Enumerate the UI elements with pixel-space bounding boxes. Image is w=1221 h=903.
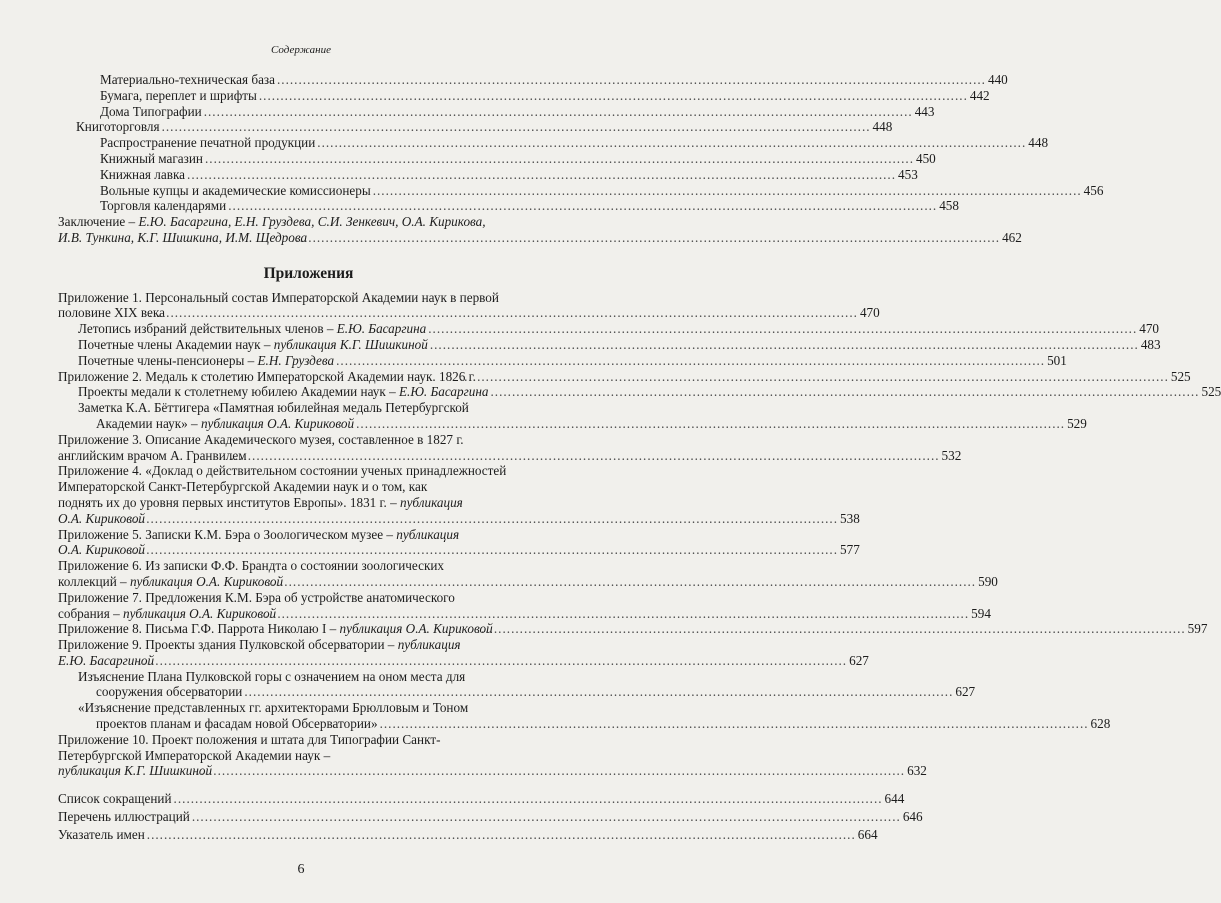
entry-page: 644	[884, 791, 905, 807]
entry-page: 453	[898, 166, 918, 182]
leader-dots	[228, 198, 937, 214]
toc-entry-conclusion	[58, 214, 1022, 246]
entry-title: Приложение 9. Проекты здания Пулковской обсерватории –	[58, 637, 398, 653]
toc-entry	[58, 72, 1008, 88]
entry-title: Приложение 3. Описание Академического музея, составленное в 1827 г.	[58, 431, 464, 447]
conclusion-authors: Е.Ю. Басаргина, Е.Н. Груздева, С.И. Зенкевич, О.А. Кирикова,	[138, 214, 486, 230]
entry-author: Е.Н. Груздева	[257, 352, 335, 368]
entry-title: Бумага, переплет и шрифты	[100, 87, 257, 103]
entry-title: Дома Типографии	[100, 103, 202, 119]
toc-subentry	[58, 400, 1087, 432]
leader-dots	[430, 337, 1139, 353]
toc-entry-appendix-2	[58, 368, 1191, 385]
entry-title: Перечень иллюстраций	[58, 809, 190, 825]
leader-dots	[278, 606, 969, 622]
entry-title: Приложение 10. Проект положения и штата для Типографии Санкт-	[58, 731, 441, 747]
entry-title: Книготорговля	[76, 119, 160, 135]
entry-page: 627	[849, 652, 869, 668]
entry-author: публикация К.Г. Шишкиной	[273, 336, 428, 352]
leader-dots	[147, 827, 856, 843]
entry-page: 443	[914, 103, 935, 119]
toc-entry	[58, 150, 936, 167]
entry-page: 538	[840, 510, 860, 526]
toc-entry	[58, 182, 1104, 199]
leader-dots	[174, 791, 883, 807]
toc-entry-appendix-5	[58, 526, 860, 559]
toc-entry-appendix-7	[58, 589, 991, 622]
leader-dots	[259, 88, 968, 104]
entry-page: 597	[1187, 621, 1208, 637]
entry-title: Почетные члены Академии наук –	[78, 336, 274, 352]
toc-entry	[58, 166, 918, 183]
entry-page: 440	[987, 72, 1008, 87]
leader-dots	[147, 511, 838, 527]
leader-dots	[478, 369, 1169, 385]
entry-title-cont: Академии наук» –	[96, 415, 201, 431]
entry-page: 646	[902, 809, 923, 825]
entry-title: Список сокращений	[58, 791, 172, 807]
entry-author: публикация	[399, 494, 463, 510]
entry-author: публикация	[396, 526, 460, 542]
entry-title: Указатель имен	[58, 826, 145, 842]
toc-subentry	[58, 352, 1067, 369]
entry-page: 532	[941, 447, 962, 463]
entry-page: 577	[840, 542, 860, 558]
page-number: 6	[297, 862, 305, 877]
toc-entry-appendix-9	[58, 637, 869, 669]
entry-page: 470	[859, 305, 880, 321]
leader-dots	[147, 542, 838, 558]
section-title-appendices: Приложения	[263, 264, 354, 282]
leader-dots	[490, 384, 1199, 400]
conclusion-authors-cont: И.В. Тункина, К.Г. Шишкина, И.М. Щедрова	[58, 229, 308, 245]
entry-page: 470	[1139, 321, 1160, 337]
entry-author: публикация О.А. Кириковой	[200, 415, 355, 431]
running-header: Содержание	[270, 44, 331, 56]
toc-entry-appendix-10	[58, 731, 927, 779]
table-of-contents	[58, 72, 1221, 843]
entry-title: Приложение 7. Предложения К.М. Бэра об устройстве анатомического	[58, 589, 455, 605]
leader-dots	[373, 183, 1082, 199]
leader-dots	[162, 119, 871, 135]
leader-dots	[495, 621, 1186, 637]
entry-title: Заметка К.А. Бёттигера «Памятная юбилейная медаль Петербургской	[78, 400, 469, 416]
toc-entry	[58, 198, 959, 214]
toc-subentry	[58, 700, 1111, 732]
entry-title: Летопись избраний действительных членов –	[78, 321, 337, 337]
entry-page: 450	[915, 150, 936, 166]
leader-dots	[309, 230, 1000, 246]
conclusion-label: Заключение –	[58, 214, 139, 230]
leader-dots	[317, 135, 1026, 151]
entry-page: 442	[969, 87, 990, 103]
toc-subentry	[58, 336, 1161, 353]
leader-dots	[204, 104, 913, 120]
toc-entry-appendix-4	[58, 463, 860, 526]
leader-dots	[167, 305, 858, 321]
entry-title: Почетные члены-пенсионеры –	[78, 352, 258, 368]
toc-entry	[58, 809, 923, 825]
entry-page: 448	[872, 119, 893, 135]
toc-subentry	[58, 384, 1221, 400]
entry-title: Приложение 4. «Доклад о действительном состоянии ученых принадлежностей	[58, 463, 507, 479]
entry-page: 529	[1067, 415, 1087, 431]
toc-entry-appendix-3	[58, 431, 962, 464]
entry-title: Приложение 2. Медаль к столетию Императорской Академии наук. 1826 г.	[58, 368, 476, 384]
toc-entry	[58, 87, 990, 104]
toc-entry	[58, 826, 878, 843]
entry-page: 628	[1090, 716, 1111, 732]
entry-title: Приложение 8. Письма Г.Ф. Паррота Николаю I –	[58, 621, 340, 637]
entry-page: 501	[1047, 352, 1067, 368]
toc-subentry	[58, 321, 1160, 337]
entry-title: Материально-техническая база	[100, 72, 275, 87]
entry-page: 462	[1002, 229, 1022, 245]
toc-subentry	[58, 668, 976, 701]
leader-dots	[285, 574, 976, 590]
entry-title-cont: сооружения обсерватории	[96, 684, 243, 700]
toc-entry	[58, 135, 1049, 151]
entry-title: Книжный магазин	[100, 150, 203, 166]
leader-dots	[192, 809, 901, 825]
entry-title-cont: английским врачом А. Гранвилем	[58, 447, 247, 463]
entry-author: Е.Ю. Басаргина	[398, 384, 489, 400]
entry-page: 456	[1083, 182, 1104, 198]
entry-title-cont: проектов планам и фасадам новой Обсерватории»	[96, 716, 378, 732]
entry-title-cont: Петербургской Императорской Академии наук –	[58, 747, 331, 763]
leader-dots	[244, 684, 953, 700]
entry-author: публикация О.А. Кириковой	[339, 621, 493, 637]
toc-entry	[58, 791, 905, 807]
entry-page: 590	[978, 573, 998, 589]
entry-title: Приложение 6. Из записки Ф.Ф. Брандта о состоянии зоологических	[58, 558, 444, 574]
entry-title: Проекты медали к столетнему юбилею Академии наук –	[78, 384, 399, 400]
leader-dots	[214, 763, 905, 779]
entry-title: Торговля календарями	[100, 198, 227, 214]
leader-dots	[356, 416, 1065, 432]
entry-title: Вольные купцы и академические комиссионеры	[100, 182, 371, 198]
entry-title-cont: собрания –	[58, 605, 123, 621]
entry-title: Приложение 5. Записки К.М. Бэра о Зоологическом музее –	[58, 526, 397, 542]
toc-entry-appendix-1	[58, 289, 880, 322]
entry-author: публикация	[397, 637, 461, 653]
entry-author: публикация К.Г. Шишкиной	[58, 763, 213, 779]
toc-entry-appendix-8	[58, 621, 1208, 637]
leader-dots	[249, 448, 940, 464]
toc-entry	[58, 119, 893, 135]
entry-title-cont: поднять их до уровня первых институтов Европы». 1831 г. –	[58, 494, 400, 510]
entry-page: 525	[1170, 368, 1191, 384]
entry-page: 458	[939, 198, 959, 214]
entry-page: 664	[857, 826, 878, 842]
entry-title: Распространение печатной продукции	[100, 135, 316, 151]
entry-page: 627	[955, 684, 976, 700]
entry-page: 594	[971, 605, 991, 621]
leader-dots	[428, 321, 1137, 337]
entry-title: «Изъяснение представленных гг. архитекторами Брюлловым и Тоном	[78, 700, 469, 716]
entry-page: 448	[1028, 135, 1049, 151]
leader-dots	[205, 151, 914, 167]
leader-dots	[277, 72, 986, 88]
leader-dots	[187, 167, 896, 183]
entry-title: Изъяснение Плана Пулковской горы с означением на оном места для	[78, 668, 466, 684]
leader-dots	[380, 716, 1089, 732]
entry-title-cont: коллекций –	[58, 573, 130, 589]
toc-entry	[58, 103, 935, 120]
leader-dots	[156, 653, 847, 669]
entry-title: Приложение 1. Персональный состав Императорской Академии наук в первой	[58, 289, 499, 305]
entry-author: Е.Ю. Басаргиной	[58, 652, 155, 668]
entry-title-cont: Императорской Санкт-Петербургской Академии наук и о том, как	[58, 479, 428, 495]
leader-dots	[336, 353, 1045, 369]
entry-author: Е.Ю. Басаргина	[336, 321, 427, 337]
entry-page: 525	[1201, 384, 1221, 400]
entry-author: О.А. Кириковой	[58, 510, 146, 526]
entry-author: О.А. Кириковой	[58, 542, 146, 558]
entry-page: 483	[1140, 336, 1161, 352]
entry-title-cont: половине XIX века	[58, 305, 165, 321]
entry-author: публикация О.А. Кириковой	[122, 605, 277, 621]
entry-page: 632	[907, 763, 927, 779]
entry-title: Книжная лавка	[100, 166, 186, 182]
entry-author: публикация О.А. Кириковой	[129, 573, 284, 589]
toc-entry-appendix-6	[58, 558, 998, 590]
